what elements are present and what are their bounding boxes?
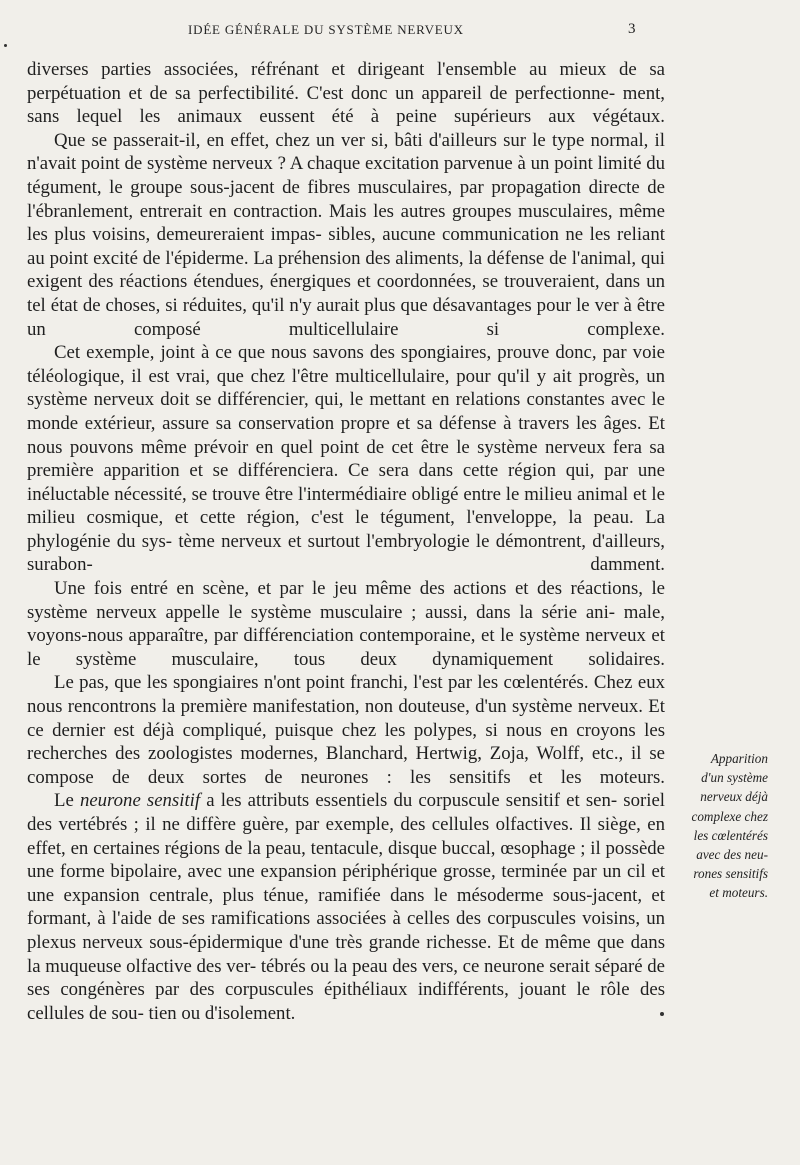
- text-line: Cet exemple, joint à ce que nous savons des spongiaires, prouve donc, par: [54, 342, 627, 364]
- text-line: étendues, énergiques et coordonnées, se trouveraient, dans un tel état de: [27, 271, 665, 316]
- text-line: Une fois entré en scène, et par le jeu même des actions et des réactions,: [54, 578, 643, 600]
- print-speck: [660, 1012, 664, 1016]
- text-line: damment.: [590, 554, 665, 576]
- text-line: système nerveux. Et ce dernier est déjà compliqué, puisque chez les polypes,: [27, 696, 665, 741]
- text-line: ment, sans lequel les animaux eussent été à peine supérieurs aux végétaux.: [27, 82, 665, 128]
- text-line: perpétuation et de sa perfectibilité. C'est donc un appareil de perfectionne-: [27, 82, 616, 104]
- margin-note-line: avec des neu-: [696, 847, 768, 863]
- text-line: l'intermédiaire obligé entre le milieu animal et le milieu cosmique, et: [27, 483, 665, 529]
- paragraph-4: [27, 577, 665, 671]
- text-line: solidaires.: [588, 648, 666, 670]
- text-line: système nerveux et le système musculaire, tous deux dynamiquement: [27, 625, 665, 670]
- text-line: sibles, aucune communication ne les reliant au point excité de l'épiderme.: [27, 224, 665, 269]
- text-line: diverses parties associées, réfrénant et dirigeant l'ensemble au mieux de sa: [27, 59, 665, 80]
- text-line: à celles des corpuscules voisins, un plexus nerveux sous-épidermique d'une: [27, 908, 666, 953]
- text-line: constantes avec le monde extérieur, assure sa conservation propre et sa: [27, 389, 665, 434]
- text-line: La préhension des aliments, la défense de l'animal, qui exigent des réactions: [27, 247, 665, 293]
- text-line: si nous en croyons les recherches des zoologistes modernes, Blanchard,: [27, 719, 666, 765]
- margin-note: [664, 749, 768, 903]
- text-line: des corpuscules épithéliaux indifférents, jouant le rôle des cellules de sou-: [27, 979, 666, 1024]
- text-line: sensitifs et les moteurs.: [449, 766, 665, 788]
- main-text: [27, 58, 665, 1025]
- margin-note-line: rones sensitifs: [693, 866, 768, 882]
- text-fragment: Le: [54, 790, 80, 812]
- margin-note-line: nerveux déjà: [700, 789, 768, 805]
- text-line: sera dans cette région qui, par une inéluctable nécessité, se trouve être: [27, 460, 665, 505]
- text-line: soriel des vertébrés ; il ne diffère guère, par exemple, des cellules olfactives.: [27, 790, 665, 835]
- paragraph-1: [27, 58, 665, 129]
- margin-note-line: et moteurs.: [709, 885, 768, 901]
- paragraph-2: [27, 129, 665, 341]
- print-speck: [4, 44, 7, 47]
- paragraph-5: [27, 671, 665, 789]
- text-line: Le pas, que les spongiaires n'ont point franchi, l'est par les cœlentérés.: [54, 672, 589, 694]
- margin-note-line: Apparition: [710, 751, 768, 766]
- text-line: choses, si réduites, qu'il n'y aurait plus que désavantages pour le ver à être: [105, 294, 665, 316]
- text-line: autres groupes musculaires, même les plus voisins, demeureraient impas-: [27, 200, 666, 246]
- page-number: 3: [628, 21, 636, 37]
- emphasis-neurone-sensitif: neurone sensitif: [79, 790, 201, 812]
- text-line: Que se passerait-il, en effet, chez un ver si, bâti d'ailleurs sur le type: [54, 129, 585, 151]
- margin-note-line: d'un système: [701, 770, 768, 786]
- text-fragment: a les attributs essentiels du corpuscule sensitif et sen-: [200, 790, 618, 812]
- text-line: progrès, un système nerveux doit se différencier, qui, le mettant en relations: [27, 365, 665, 411]
- margin-note-line: complexe chez: [691, 808, 768, 824]
- text-line: tème nerveux et surtout l'embryologie le démontrent, d'ailleurs, surabon-: [27, 530, 666, 576]
- text-line: voie téléologique, il est vrai, que chez l'être multicellulaire, pour qu'il y ait: [27, 342, 666, 387]
- text-line: le mésoderme sous-jacent, et formant, à l'aide de ses ramifications associées: [27, 884, 665, 930]
- margin-note-line: les cœlentérés: [693, 827, 768, 843]
- text-line: le système nerveux appelle le système musculaire ; aussi, dans la série ani-: [27, 578, 666, 623]
- paragraph-6: [27, 789, 665, 1025]
- text-line: tien ou d'isolement.: [148, 1002, 296, 1024]
- text-line: par propagation directe de l'ébranlement, entrerait en contraction. Mais les: [27, 176, 666, 222]
- text-line: normal, il n'avait point de système nerveux ? A chaque excitation parvenue: [27, 129, 665, 175]
- text-line: Hertwig, Zoja, Wolff, etc., il se compose de deux sortes de neurones : les: [27, 743, 665, 788]
- text-line: un composé multicellulaire si complexe.: [27, 318, 665, 340]
- text-line: œsophage ; il possède une forme bipolaire, avec une expansion périphérique: [27, 837, 666, 883]
- text-line: male, voyons-nous apparaître, par différenciation contemporaine, et le: [27, 601, 665, 647]
- text-line: à un point limité du tégument, le groupe sous-jacent de fibres musculaires,: [27, 153, 665, 198]
- text-line: très grande richesse. Et de même que dans la muqueuse olfactive des ver-: [27, 931, 666, 977]
- text-line: Chez eux nous rencontrons la première manifestation, non douteuse, d'un: [27, 672, 665, 718]
- text-line: défense à travers les âges. Et nous pouvons même prévoir en quel point de: [27, 412, 666, 458]
- text-line: cette région, c'est le tégument, l'enveloppe, la peau. La phylogénie du sys-: [27, 507, 666, 552]
- text-line: tébrés ou la peau des vers, ce neurone serait séparé de ses congénères par: [27, 955, 665, 1001]
- text-line: grosse, terminée par un cil et une expansion centrale, plus ténue, ramifiée dans: [27, 861, 665, 906]
- text-line: Il siège, en effet, en certaines régions de la peau, tentacule, disque buccal,: [27, 814, 666, 859]
- text-line: cet être le système nerveux fera sa première apparition et se différenciera. Ce: [27, 436, 665, 482]
- paragraph-3: [27, 341, 665, 577]
- running-title: IDÉE GÉNÉRALE DU SYSTÈME NERVEUX: [188, 22, 464, 37]
